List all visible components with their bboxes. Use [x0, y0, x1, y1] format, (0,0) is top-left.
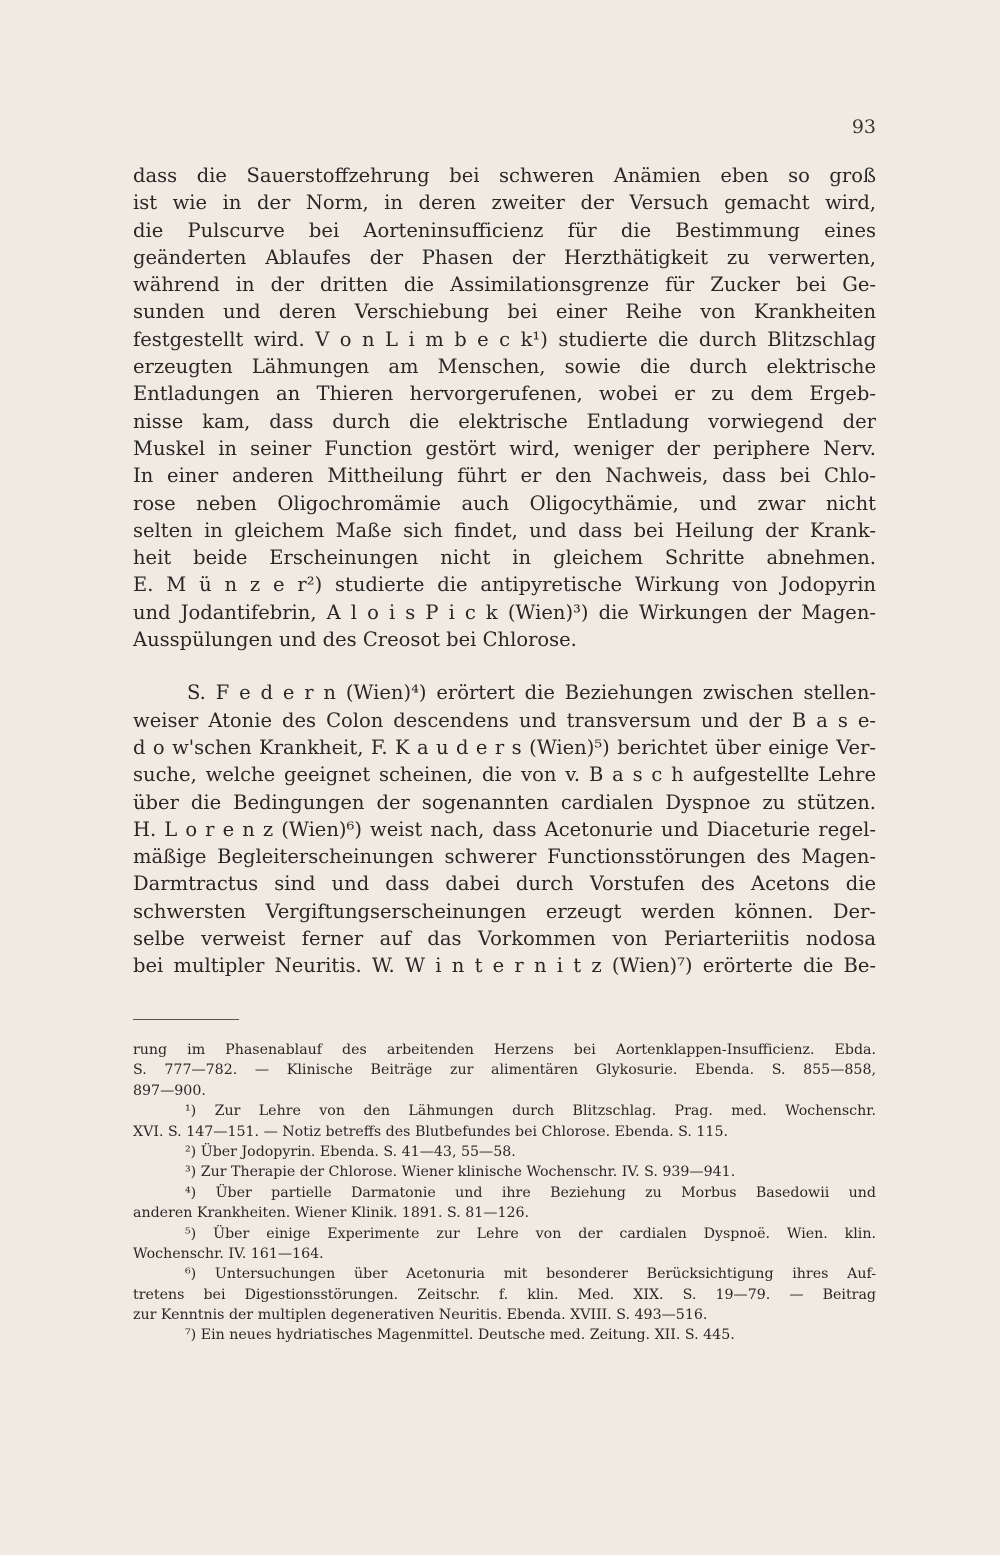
paragraph-1 — [133, 162, 876, 653]
text-line: dass die Sauerstoffzehrung bei schweren Anämien eben so groß — [133, 164, 876, 187]
footnote-5 — [133, 1224, 876, 1265]
text-line: In einer anderen Mittheilung führt er den Nachweis, dass bei Chlo- — [133, 464, 876, 488]
text-line: weiser Atonie des Colon descendens und transversum und der B a s e- — [133, 708, 876, 732]
text-line: E. M ü n z e r²) studierte die antipyretische Wirkung von Jodopyrin — [133, 573, 876, 597]
footnote-line: ³) Zur Therapie der Chlorose. Wiener klinische Wochenschr. IV. S. 939—941. — [185, 1164, 736, 1181]
footnote-line: S. 777—782. — Klinische Beiträge zur alimentären Glykosurie. Ebenda. S. 855—858, — [133, 1062, 876, 1079]
footnote-line: Wochenschr. IV. 161—164. — [133, 1245, 324, 1262]
footnote-2 — [133, 1142, 876, 1162]
footnote-line: XVI. S. 147—151. — Notiz betreffs des Blutbefundes bei Chlorose. Ebenda. S. 115. — [133, 1123, 728, 1140]
text-line: über die Bedingungen der sogenannten cardialen Dyspnoe zu stützen. — [133, 790, 876, 814]
paragraph-gap — [133, 653, 876, 679]
footnote-line: rung im Phasenablauf des arbeitenden Herzens bei Aortenklappen-Insufficienz. Ebda. — [133, 1042, 876, 1058]
text-line: bei multipler Neuritis. W. W i n t e r n i t z (Wien)⁷) erörterte die Be- — [133, 954, 876, 978]
text-line: Entladungen an Thieren hervorgerufenen, wobei er zu dem Ergeb- — [133, 382, 876, 406]
text-line: d o w'schen Krankheit, F. K a u d e r s (Wien)⁵) berichtet über einige Ver- — [133, 735, 876, 759]
footnote-6 — [133, 1264, 876, 1325]
text-line: mäßige Begleiterscheinungen schwerer Functionsstörungen des Magen- — [133, 845, 876, 869]
text-line: suche, welche geeignet scheinen, die von v. B a s c h aufgestellte Lehre — [133, 763, 876, 787]
page-number: 93 — [851, 116, 876, 138]
text-line: nisse kam, dass durch die elektrische Entladung vorwiegend der — [133, 409, 876, 433]
text-line: sunden und deren Verschiebung bei einer Reihe von Krankheiten — [133, 300, 876, 324]
text-line: Darmtractus sind und dass dabei durch Vorstufen des Acetons die — [133, 872, 876, 896]
footnote-line: ⁷) Ein neues hydriatisches Magenmittel. Deutsche med. Zeitung. XII. S. 445. — [185, 1327, 735, 1344]
footnote-line: ⁵) Über einige Experimente zur Lehre von der cardialen Dyspnoë. Wien. klin. — [185, 1225, 876, 1242]
footnote-line: tretens bei Digestionsstörungen. Zeitschr. f. klin. Med. XIX. S. 19—79. — Beitrag — [133, 1286, 876, 1303]
footnote-3 — [133, 1162, 876, 1182]
text-line: selbe verweist ferner auf das Vorkommen von Periarteriitis nodosa — [133, 927, 876, 951]
footnotes — [133, 1040, 876, 1346]
footnote-line: ⁶) Untersuchungen über Acetonuria mit besonderer Berücksichtigung ihres Auf- — [185, 1266, 876, 1283]
footnote-continuation — [133, 1040, 876, 1101]
footnote-1 — [133, 1101, 876, 1142]
footnote-line: 897—900. — [133, 1082, 206, 1099]
footnote-7 — [133, 1325, 876, 1345]
text-line: S. F e d e r n (Wien)⁴) erörtert die Beziehungen zwischen stellen- — [187, 681, 876, 705]
footnote-line: ²) Über Jodopyrin. Ebenda. S. 41—43, 55—58. — [185, 1143, 516, 1160]
text-line: und Jodantifebrin, A l o i s P i c k (Wien)³) die Wirkungen der Magen- — [133, 600, 876, 624]
text-line: schwersten Vergiftungserscheinungen erzeugt werden können. Der- — [133, 899, 876, 923]
text-line: Ausspülungen und des Creosot bei Chlorose. — [133, 628, 577, 652]
footnote-4 — [133, 1183, 876, 1224]
footnote-line: zur Kenntnis der multiplen degenerativen Neuritis. Ebenda. XVIII. S. 493—516. — [133, 1307, 708, 1324]
paragraph-2 — [133, 679, 876, 979]
text-line: Muskel in seiner Function gestört wird, weniger der periphere Nerv. — [133, 436, 876, 460]
text-line: geänderten Ablaufes der Phasen der Herzthätigkeit zu verwerten, — [133, 245, 876, 269]
footnote-line: anderen Krankheiten. Wiener Klinik. 1891. S. 81—126. — [133, 1205, 530, 1222]
text-line: festgestellt wird. V o n L i m b e c k¹) studierte die durch Blitzschlag — [133, 327, 876, 351]
footnote-line: ⁴) Über partielle Darmatonie und ihre Beziehung zu Morbus Basedowii und — [185, 1184, 876, 1201]
text-line: die Pulscurve bei Aorteninsufficienz für die Bestimmung eines — [133, 218, 876, 242]
text-line: selten in gleichem Maße sich findet, und dass bei Heilung der Krank- — [133, 518, 876, 542]
text-line: während in der dritten die Assimilationsgrenze für Zucker bei Ge- — [133, 273, 876, 297]
text-line: rose neben Oligochromämie auch Oligocythämie, und zwar nicht — [133, 491, 876, 515]
text-line: H. L o r e n z (Wien)⁶) weist nach, dass Acetonurie und Diaceturie regel- — [133, 817, 876, 841]
text-line: erzeugten Lähmungen am Menschen, sowie die durch elektrische — [133, 355, 876, 379]
text-line: heit beide Erscheinungen nicht in gleichem Schritte abnehmen. — [133, 546, 876, 570]
footnote-divider — [133, 1019, 239, 1020]
body-text — [133, 162, 876, 980]
text-line: ist wie in der Norm, in deren zweiter der Versuch gemacht wird, — [133, 191, 876, 215]
footnote-line: ¹) Zur Lehre von den Lähmungen durch Blitzschlag. Prag. med. Wochenschr. — [185, 1103, 876, 1120]
